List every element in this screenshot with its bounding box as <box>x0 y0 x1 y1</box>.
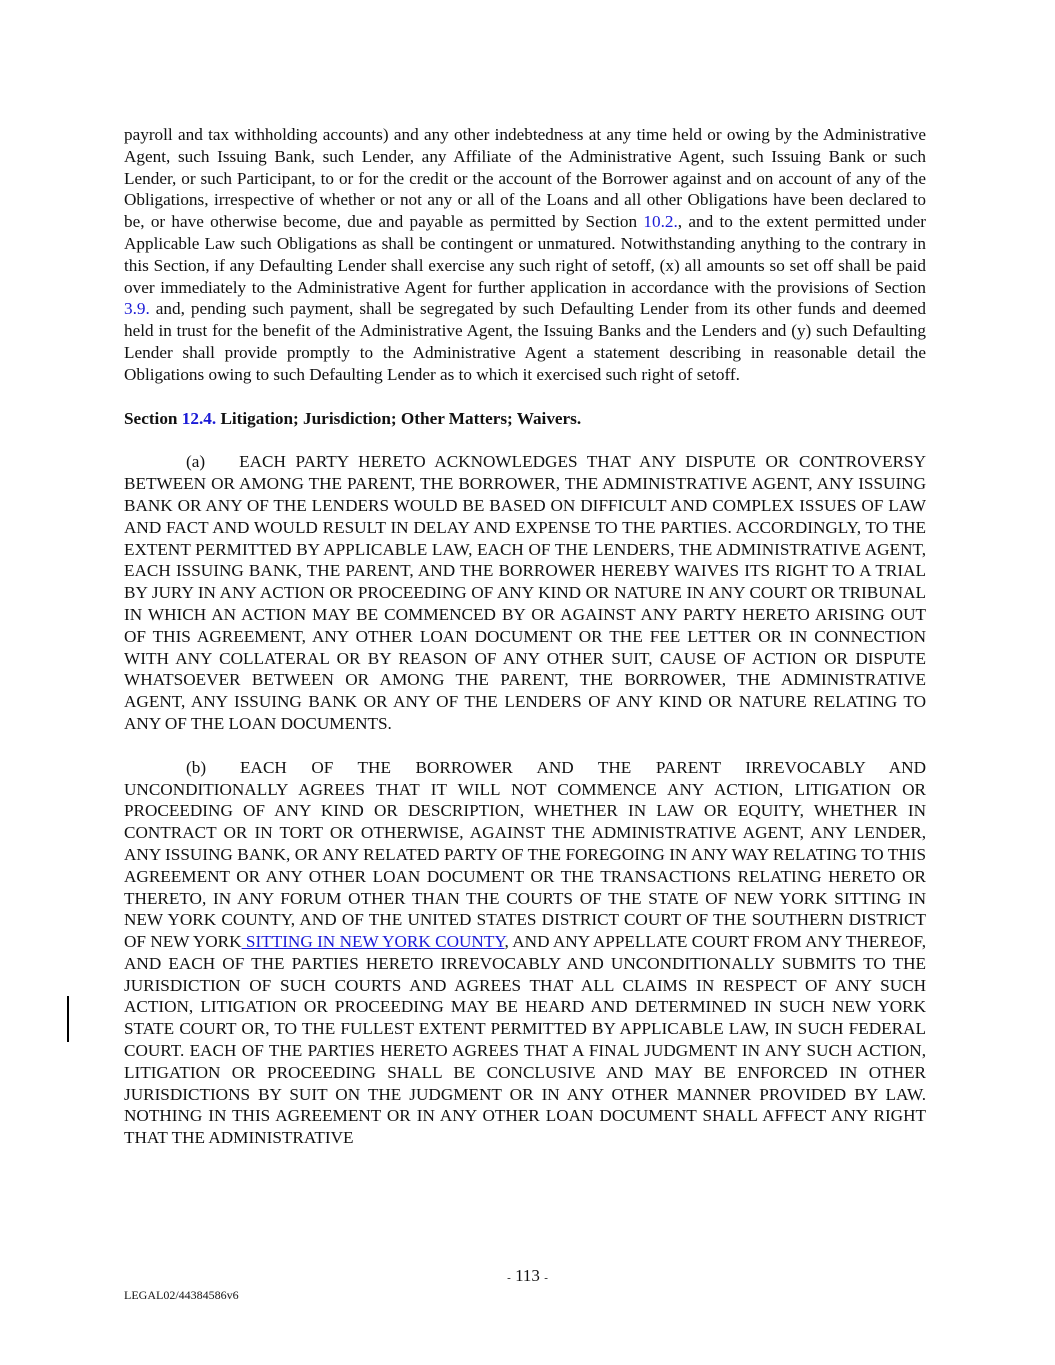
section-link-10-2[interactable]: 10.2. <box>643 212 678 232</box>
section-link-3-9[interactable]: 3.9. <box>124 299 150 319</box>
setoff-text-1: payroll and tax withholding accounts) and any other indebtedness at any time held or owing by the Administrative Agent, such Issuing Bank, such Lender, any Affiliate of the Administrative Agent, such Issuing Bank or such Lender, or such Participant, to or for the credit or the account of the Borrower against and on account of any of the Obligations, irrespective of whether or not any or all of the Loans and all other Obligations have been declared to be, or have otherwise become, due and payable as permitted by Section <box>124 125 926 232</box>
page-number <box>0 1266 1055 1286</box>
setoff-paragraph <box>124 124 926 386</box>
page-number-dash-right: - <box>544 1272 548 1284</box>
inserted-revision-text: SITTING IN NEW YORK COUNTY <box>241 932 505 952</box>
page-number-dash-left: - <box>507 1272 511 1284</box>
paragraph-b <box>124 757 926 1149</box>
section-link-12-4[interactable]: 12.4. <box>181 408 217 428</box>
revision-change-bar <box>67 996 69 1042</box>
paragraph-a <box>124 451 926 734</box>
section-title: Litigation; Jurisdiction; Other Matters; Waivers. <box>216 408 582 428</box>
setoff-text-2: , and to the extent permitted under Applicable Law such Obligations as shall be contingent or unmatured. Notwithstanding anything to the contrary in this Section, if any Defaulting Lender shall exercise any such right of setoff, (x) all amounts so set off shall be paid over immediately to the Administrative Agent for further application in accordance with the provisions of Section <box>124 212 926 297</box>
paragraph-a-label: (a) <box>186 452 206 472</box>
section-prefix: Section <box>124 408 182 428</box>
paragraph-b-text-1: EACH OF THE BORROWER AND THE PARENT IRREVOCABLY AND UNCONDITIONALLY AGREES THAT IT WILL NOT COMMENCE ANY ACTION, LITIGATION OR PROCEEDING OF ANY KIND OR DESCRIPTION, WHETHER IN LAW OR EQUITY, WHETHER IN CONTRACT OR IN TORT OR OTHERWISE, AGAINST THE ADMINISTRATIVE AGENT, ANY LENDER, ANY ISSUING BANK, OR ANY RELATED PARTY OF THE FOREGOING IN ANY WAY RELATING TO THIS AGREEMENT OR ANY OTHER LOAN DOCUMENT OR THE TRANSACTIONS RELATING HERETO OR THERETO, IN ANY FORUM OTHER THAN THE COURTS OF THE STATE OF NEW YORK SITTING IN NEW YORK COUNTY, AND OF THE UNITED STATES DISTRICT COURT OF THE SOUTHERN DISTRICT OF NEW YORK <box>124 757 926 952</box>
setoff-text-3: and, pending such payment, shall be segregated by such Defaulting Lender from its other funds and deemed held in trust for the benefit of the Administrative Agent, the Issuing Banks and the Lenders and (y) such Defaulting Lender shall provide promptly to the Administrative Agent a statement describing in reasonable detail the Obligations owing to such Defaulting Lender as to which it exercised such right of setoff. <box>124 299 926 384</box>
section-heading <box>124 408 926 430</box>
page-number-value: 113 <box>515 1266 540 1285</box>
paragraph-a-text: EACH PARTY HERETO ACKNOWLEDGES THAT ANY DISPUTE OR CONTROVERSY BETWEEN OR AMONG THE PARENT, THE BORROWER, THE ADMINISTRATIVE AGENT, ANY ISSUING BANK OR ANY OF THE LENDERS WOULD BE BASED ON DIFFICULT AND COMPLEX ISSUES OF LAW AND FACT AND WOULD RESULT IN DELAY AND EXPENSE TO THE PARTIES. ACCORDINGLY, TO THE EXTENT PERMITTED BY APPLICABLE LAW, EACH OF THE LENDERS, THE ADMINISTRATIVE AGENT, EACH ISSUING BANK, THE PARENT, AND THE BORROWER HEREBY WAIVES ITS RIGHT TO A TRIAL BY JURY IN ANY ACTION OR PROCEEDING OF ANY KIND OR NATURE IN ANY COURT OR TRIBUNAL IN WHICH AN ACTION MAY BE COMMENCED BY OR AGAINST ANY PARTY HERETO ARISING OUT OF THIS AGREEMENT, ANY OTHER LOAN DOCUMENT OR THE FEE LETTER OR IN CONNECTION WITH ANY COLLATERAL OR BY REASON OF ANY OTHER SUIT, CAUSE OF ACTION OR DISPUTE WHATSOEVER BETWEEN OR AMONG THE PARENT, THE BORROWER, THE ADMINISTRATIVE AGENT, ANY ISSUING BANK OR ANY OF THE LENDERS OF ANY KIND OR NATURE RELATING TO ANY OF THE LOAN DOCUMENTS. <box>124 452 926 733</box>
paragraph-b-label: (b) <box>186 757 207 777</box>
document-page <box>124 124 926 1149</box>
paragraph-b-text-2: , AND ANY APPELLATE COURT FROM ANY THEREOF, AND EACH OF THE PARTIES HERETO IRREVOCABLY AND UNCONDITIONALLY SUBMITS TO THE JURISDICTION OF SUCH COURTS AND AGREES THAT ALL CLAIMS IN RESPECT OF ANY SUCH ACTION, LITIGATION OR PROCEEDING MAY BE HEARD AND DETERMINED IN SUCH NEW YORK STATE COURT OR, TO THE FULLEST EXTENT PERMITTED BY APPLICABLE LAW, IN SUCH FEDERAL COURT. EACH OF THE PARTIES HERETO AGREES THAT A FINAL JUDGMENT IN ANY SUCH ACTION, LITIGATION OR PROCEEDING SHALL BE CONCLUSIVE AND MAY BE ENFORCED IN OTHER JURISDICTIONS BY SUIT ON THE JUDGMENT OR IN ANY OTHER MANNER PROVIDED BY LAW. NOTHING IN THIS AGREEMENT OR IN ANY OTHER LOAN DOCUMENT SHALL AFFECT ANY RIGHT THAT THE ADMINISTRATIVE <box>124 932 927 1148</box>
document-id: LEGAL02/44384586v6 <box>124 1288 239 1302</box>
